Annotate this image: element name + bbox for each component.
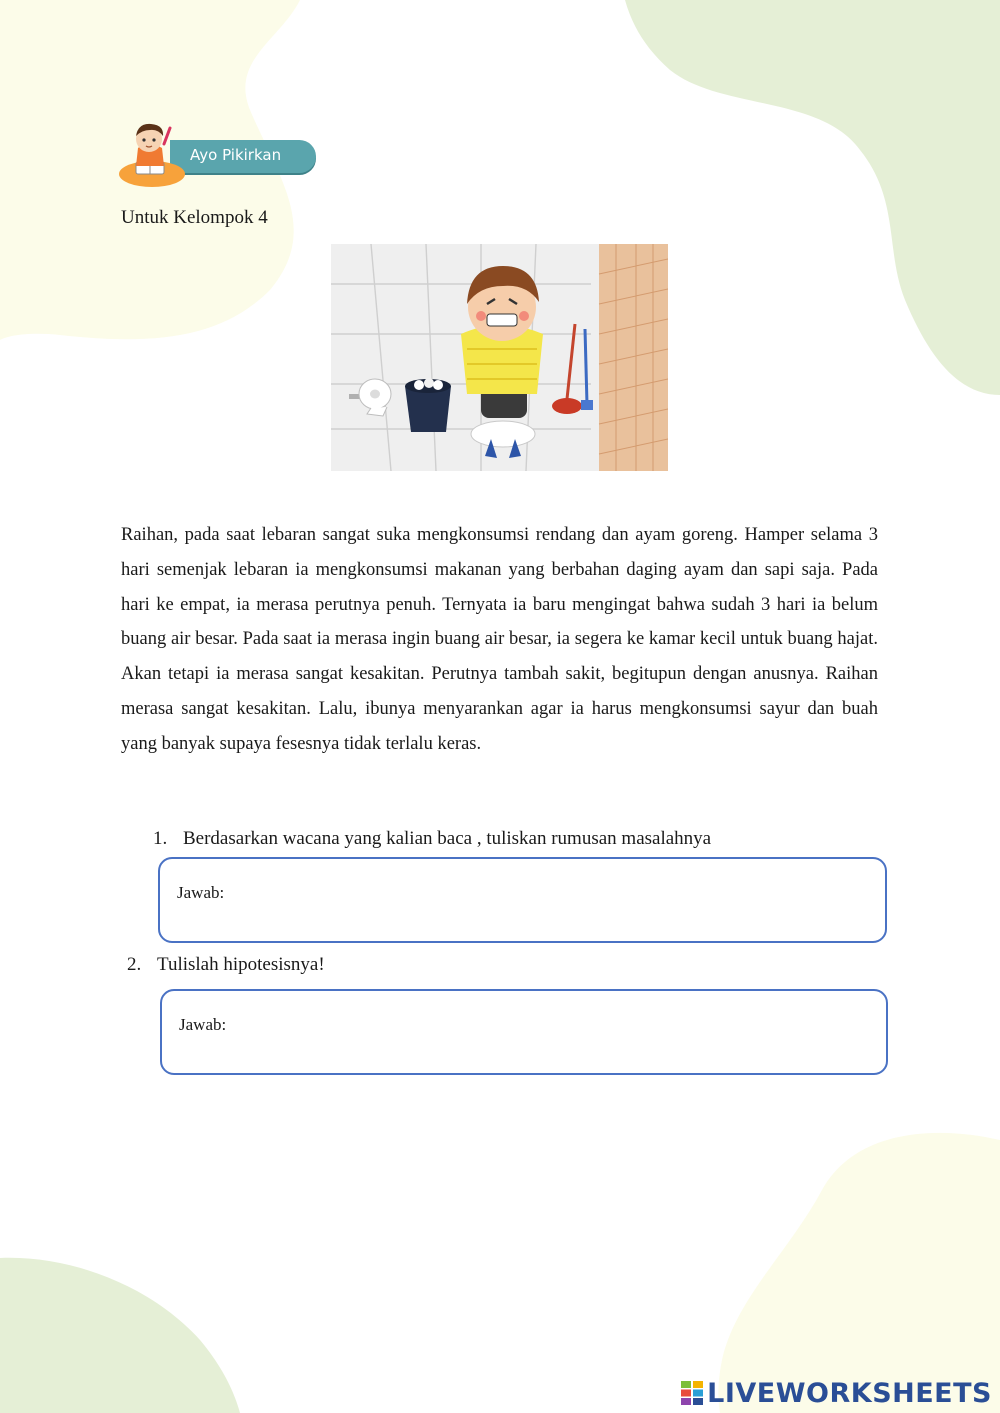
question-1-number: 1.: [153, 828, 168, 849]
child-thinking-icon: [118, 118, 193, 193]
boy-on-toilet-illustration: [331, 244, 668, 471]
answer-label-1: Jawab:: [177, 883, 225, 902]
answer-box-2[interactable]: [160, 989, 888, 1075]
banner-text: Ayo Pikirkan: [190, 146, 282, 164]
liveworksheets-brand-text: LIVEWORKSHEETS: [707, 1377, 992, 1409]
question-1-text: Berdasarkan wacana yang kalian baca , tuliskan rumusan masalahnya: [183, 828, 712, 849]
question-2-number: 2.: [127, 954, 142, 975]
question-1: [153, 828, 711, 850]
question-2-text: Tulislah hipotesisnya!: [157, 954, 325, 975]
liveworksheets-logo[interactable]: [681, 1376, 992, 1410]
answer-box-1[interactable]: [158, 857, 887, 943]
liveworksheets-logo-icon: [681, 1381, 703, 1405]
story-paragraph: Raihan, pada saat lebaran sangat suka mengkonsumsi rendang dan ayam goreng. Hamper selama 3 hari semenjak lebaran ia mengkonsumsi makanan yang berbahan daging ayam dan sapi saja. Pada hari ke empat, ia merasa perutnya penuh. Ternyata ia baru mengingat bahwa sudah 3 hari ia belum buang air besar. Pada saat ia merasa ingin buang air besar, ia segera ke kamar kecil untuk buang hajat. Akan tetapi ia merasa sangat kesakitan. Perutnya tambah sakit, begitupun dengan anusnya. Raihan merasa sangat kesakitan. Lalu, ibunya menyarankan agar ia harus mengkonsumsi sayur dan buah yang banyak supaya fesesnya tidak terlalu keras.: [121, 525, 878, 754]
ayo-pikirkan-banner: [118, 118, 323, 193]
group-label: Untuk Kelompok 4: [121, 207, 268, 228]
question-2: [127, 954, 325, 976]
boy-figure: [461, 266, 543, 458]
answer-label-2: Jawab:: [179, 1015, 227, 1034]
trash-bin-icon: [405, 378, 451, 432]
